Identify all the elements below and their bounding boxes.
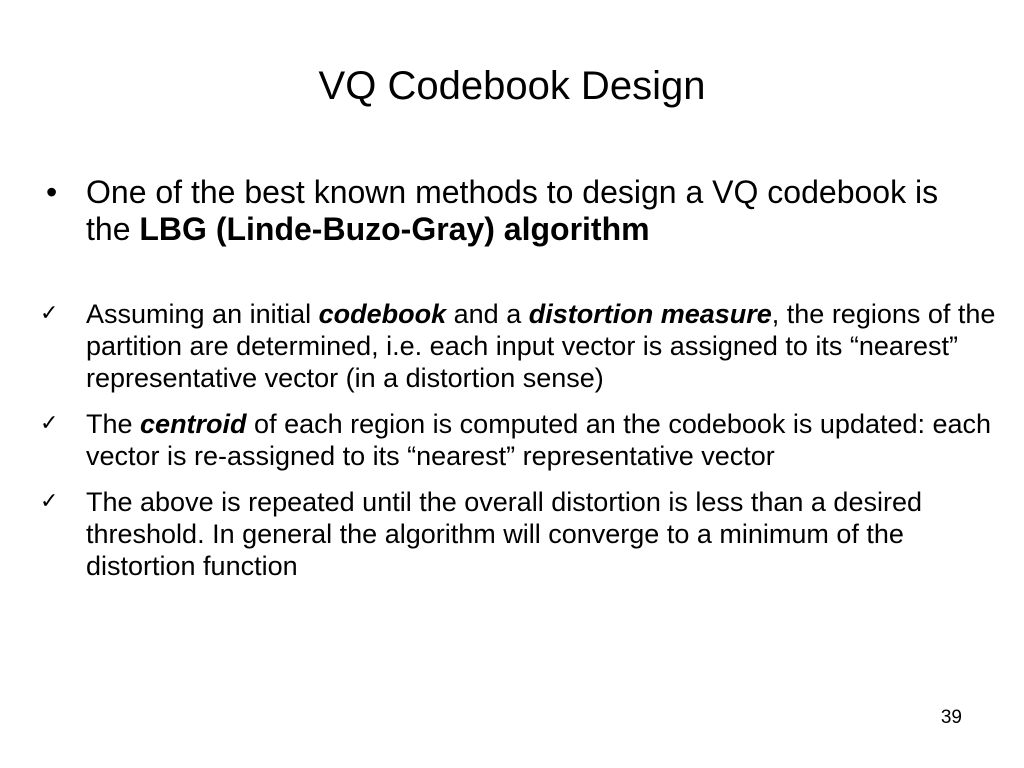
checkmark-icon: ✓ [40,301,59,326]
text-fragment: , the regions of the partition are determined, i.e. each input vector is assigned to its “nearest” representative vector (in a distortion sense) [86,299,996,393]
lbg-algorithm-name: LBG (Linde-Buzo-Gray) algorithm [139,211,650,247]
emphasis-codebook: codebook [318,299,447,329]
emphasis-centroid: centroid [140,409,247,439]
main-bullet [38,174,978,248]
main-bullet-text-start: One of the best known methods to design a VQ codebook is the [86,174,939,247]
checkmark-list [40,298,1000,596]
text-fragment: Assuming an initial [86,299,319,329]
text-fragment: of each region is computed an the codebook is updated: each vector is re-assigned to its “nearest” representative vector [86,409,992,471]
page-number: 39 [940,707,962,728]
bullet-marker: • [46,174,58,210]
check-item-text: The above is repeated until the overall distortion is less than a desired threshold. In general the algorithm will converge to a minimum of the distortion function [86,487,922,581]
checkmark-icon: ✓ [40,489,59,514]
check-item-centroid [40,408,1000,472]
text-fragment: The [86,409,141,439]
main-bullet-text [86,174,978,248]
slide-title: VQ Codebook Design [318,64,706,108]
check-item-text [86,408,1000,472]
checkmark-icon: ✓ [40,411,59,436]
check-item-initial-codebook [40,298,1000,394]
emphasis-distortion-measure: distortion measure [528,299,772,329]
check-item-repeat-threshold [40,486,1000,582]
text-fragment: and a [446,299,529,329]
check-item-text [86,298,1000,394]
